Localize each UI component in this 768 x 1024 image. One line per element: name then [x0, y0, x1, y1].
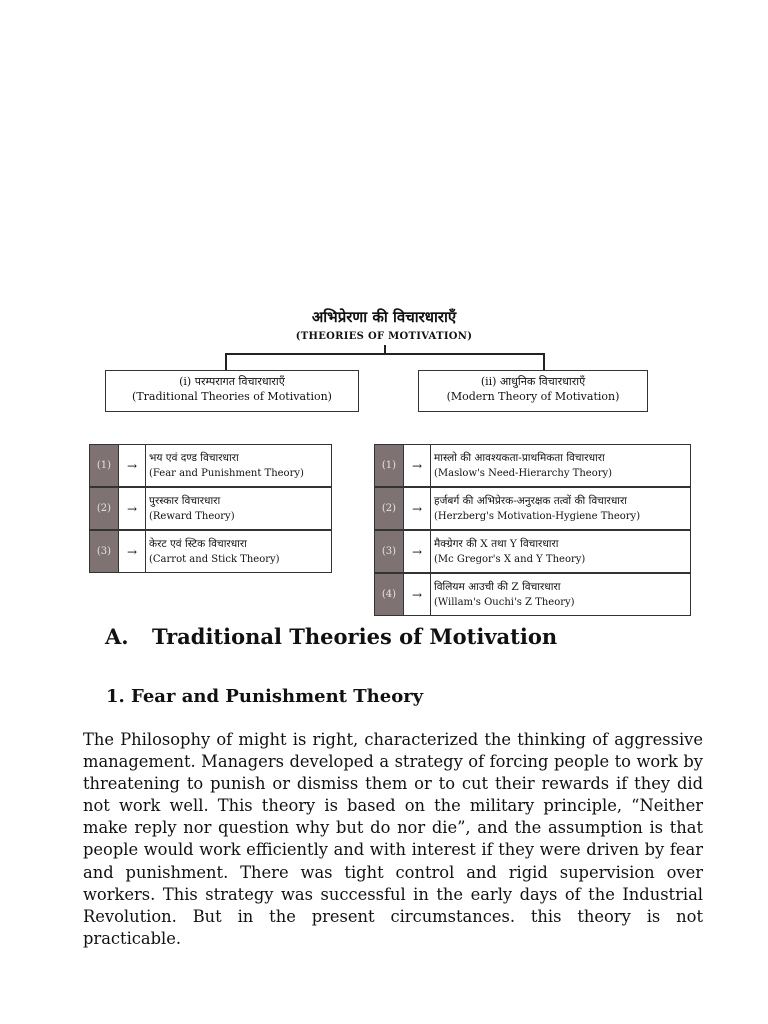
- theory-hindi: हर्जबर्ग की अभिप्रेरक-अनुरक्षक तत्वों की विचारधारा: [434, 494, 628, 507]
- body-paragraph: The Philosophy of might is right, characterized the thinking of aggressive management. Managers developed a strategy of forcing people to work by threatening to punish or dismiss them or to cut their rewards if they did not work well. This theory is based on the military principle, “Neither make reply nor question why but do nor die”, and the assumption is that people would work efficiently and with interest if they were driven by fear and punishment. There was tight control and rigid supervision over workers. This strategy was successful in the early days of the Industrial Revolution. But in the present circumstances. this theory is not practicable.: [83, 730, 703, 948]
- modern-theory-row: [374, 530, 691, 573]
- modern-theory-row: [374, 487, 691, 530]
- diagram-title-hindi: अभिप्रेरणा की विचारधाराएँ: [311, 308, 457, 326]
- diagram-title-english: (THEORIES OF MOTIVATION): [295, 331, 473, 342]
- row-number: (1): [375, 445, 404, 486]
- theory-hindi: पुरस्कार विचारधारा: [149, 494, 221, 507]
- theory-hindi: मैक्ग्रेगर की X तथा Y विचारधारा: [434, 537, 559, 550]
- arrow-right-icon: →: [119, 445, 146, 486]
- theory-english: (Carrot and Stick Theory): [149, 553, 280, 565]
- category-traditional-box: [105, 370, 359, 412]
- category-modern-english: (Modern Theory of Motivation): [446, 390, 620, 403]
- modern-theory-list: [374, 444, 691, 618]
- traditional-theory-list: [89, 444, 332, 573]
- arrow-right-icon: →: [404, 531, 431, 572]
- tree-connector-right: [543, 353, 545, 370]
- section-heading: [105, 622, 557, 652]
- theory-english: (Reward Theory): [149, 510, 235, 522]
- arrow-right-icon: →: [404, 488, 431, 529]
- theory-english: (Herzberg's Motivation-Hygiene Theory): [434, 510, 641, 522]
- modern-theory-row: [374, 573, 691, 616]
- theory-english: (Fear and Punishment Theory): [149, 467, 304, 479]
- row-number: (2): [375, 488, 404, 529]
- tree-connector-left: [225, 353, 227, 370]
- theory-english: (Willam's Ouchi's Z Theory): [434, 596, 575, 608]
- category-traditional-hindi: (i) परम्परागत विचारधाराएँ: [179, 375, 285, 388]
- row-number: (2): [90, 488, 119, 529]
- row-number: (3): [375, 531, 404, 572]
- arrow-right-icon: →: [404, 574, 431, 615]
- traditional-theory-row: [89, 444, 332, 487]
- category-modern-hindi: (ii) आधुनिक विचारधाराएँ: [480, 375, 586, 388]
- theory-hindi: विलियम आउची की Z विचारधारा: [434, 580, 561, 593]
- theory-english: (Mc Gregor's X and Y Theory): [434, 553, 586, 565]
- row-number: (4): [375, 574, 404, 615]
- category-traditional-english: (Traditional Theories of Motivation): [132, 390, 332, 403]
- theory-hindi: भय एवं दण्ड विचारधारा: [149, 451, 239, 464]
- section-title: Traditional Theories of Motivation: [152, 624, 558, 649]
- theory-hindi: केरट एवं स्टिक विचारधारा: [149, 537, 247, 550]
- section-letter: A.: [105, 624, 129, 649]
- theory-hindi: मास्लो की आवश्यकता-प्राथमिकता विचारधारा: [434, 451, 605, 464]
- traditional-theory-row: [89, 487, 332, 530]
- theory-english: (Maslow's Need-Hierarchy Theory): [434, 467, 613, 479]
- traditional-theory-row: [89, 530, 332, 573]
- row-number: (1): [90, 445, 119, 486]
- tree-connector-bar: [225, 353, 544, 355]
- subsection-heading: 1. Fear and Punishment Theory: [106, 686, 424, 707]
- arrow-right-icon: →: [119, 531, 146, 572]
- arrow-right-icon: →: [119, 488, 146, 529]
- modern-theory-row: [374, 444, 691, 487]
- arrow-right-icon: →: [404, 445, 431, 486]
- category-modern-box: [418, 370, 648, 412]
- row-number: (3): [90, 531, 119, 572]
